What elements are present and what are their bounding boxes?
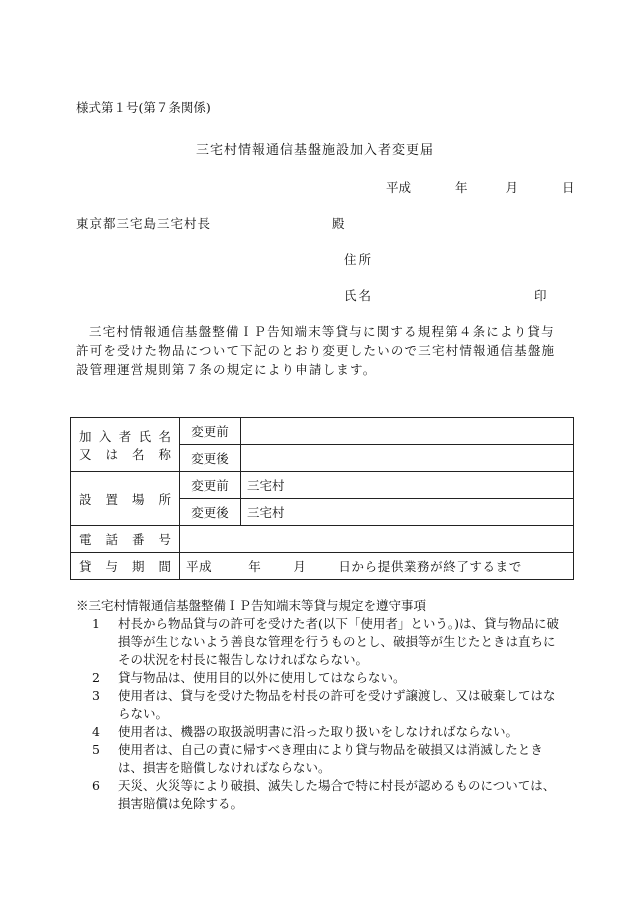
body-text: 三宅村情報通信基盤整備ＩＰ告知端末等貸与に関する規程第４条により貸与許可を受けた物品について下記のとおり変更したいので三宅村情報通信基盤施設管理運営規則第７条の規定により申請します。 <box>76 324 556 377</box>
document-title: 三宅村情報通信基盤施設加入者変更届 <box>195 143 434 158</box>
compliance-notes <box>76 597 566 813</box>
location-before-field[interactable]: 三宅村 <box>241 472 574 499</box>
lending-period-header: 貸与期間 <box>71 553 180 580</box>
item-number: 2 <box>92 670 100 685</box>
period-month: 月 <box>293 559 307 574</box>
date-year: 年 <box>454 180 468 195</box>
item-number: 6 <box>92 778 100 793</box>
lending-period-field[interactable] <box>180 553 574 580</box>
subscriber-name-line1: 加入者氏名 <box>79 428 171 444</box>
list-item <box>76 669 566 687</box>
location-before-label: 変更前 <box>180 472 241 499</box>
item-text: 使用者は、自己の責に帰すべき理由により貸与物品を破損又は消滅したときは、損害を賠償しなければならない。 <box>118 742 543 775</box>
subscriber-name-header <box>71 418 180 472</box>
date-era: 平成 <box>386 180 412 195</box>
list-item <box>76 615 566 669</box>
item-text: 使用者は、貸与を受けた物品を村長の許可を受けず譲渡し、又は破棄してはならない。 <box>118 688 556 721</box>
subscriber-after-field[interactable] <box>241 445 574 472</box>
location-after-field[interactable]: 三宅村 <box>241 499 574 526</box>
period-tail: 日から提供業務が終了するまで <box>338 559 522 574</box>
honorific: 殿 <box>332 216 345 231</box>
date-month: 月 <box>505 180 518 195</box>
item-text: 天災、火災等により破損、滅失した場合で特に村長が認めるものについては、損害賠償は免除する。 <box>118 778 556 811</box>
seal-label: 印 <box>534 288 547 303</box>
list-item <box>76 741 566 777</box>
form-number: 様式第１号(第７条関係) <box>76 100 211 115</box>
list-item <box>76 723 566 741</box>
subscriber-before-field[interactable] <box>241 418 574 445</box>
item-text: 村長から物品貸与の許可を受けた者(以下「使用者」という。)は、貸与物品に破損等が生じないよう善良な管理を行うものとし、破損等が生じたときは直ちにその状況を村長に報告しなければならない。 <box>118 616 560 667</box>
item-text: 貸与物品は、使用目的以外に使用してはならない。 <box>118 670 406 685</box>
notes-heading: ※三宅村情報通信基盤整備ＩＰ告知端末等貸与規定を遵守事項 <box>76 598 427 613</box>
item-number: 4 <box>92 724 100 739</box>
item-text: 使用者は、機器の取扱説明書に沿った取り扱いをしなければならない。 <box>118 724 519 739</box>
list-item <box>76 777 566 813</box>
subscriber-after-label: 変更後 <box>180 445 241 472</box>
date-day: 日 <box>561 180 575 195</box>
addressee: 東京都三宅島三宅村長 <box>76 216 212 231</box>
period-era: 平成 <box>186 559 213 574</box>
application-table <box>70 417 574 580</box>
phone-header: 電話番号 <box>71 526 180 553</box>
item-number: 5 <box>92 742 100 757</box>
list-item <box>76 687 566 723</box>
name-label: 氏名 <box>344 288 374 303</box>
date-line <box>386 178 574 196</box>
subscriber-before-label: 変更前 <box>180 418 241 445</box>
subscriber-name-line2: 又は名称 <box>79 446 171 462</box>
phone-field[interactable] <box>180 526 574 553</box>
period-year: 年 <box>248 559 262 574</box>
location-header: 設置場所 <box>71 472 180 526</box>
item-number: 1 <box>92 616 100 631</box>
location-after-label: 変更後 <box>180 499 241 526</box>
item-number: 3 <box>92 688 100 703</box>
address-label: 住所 <box>344 252 374 267</box>
